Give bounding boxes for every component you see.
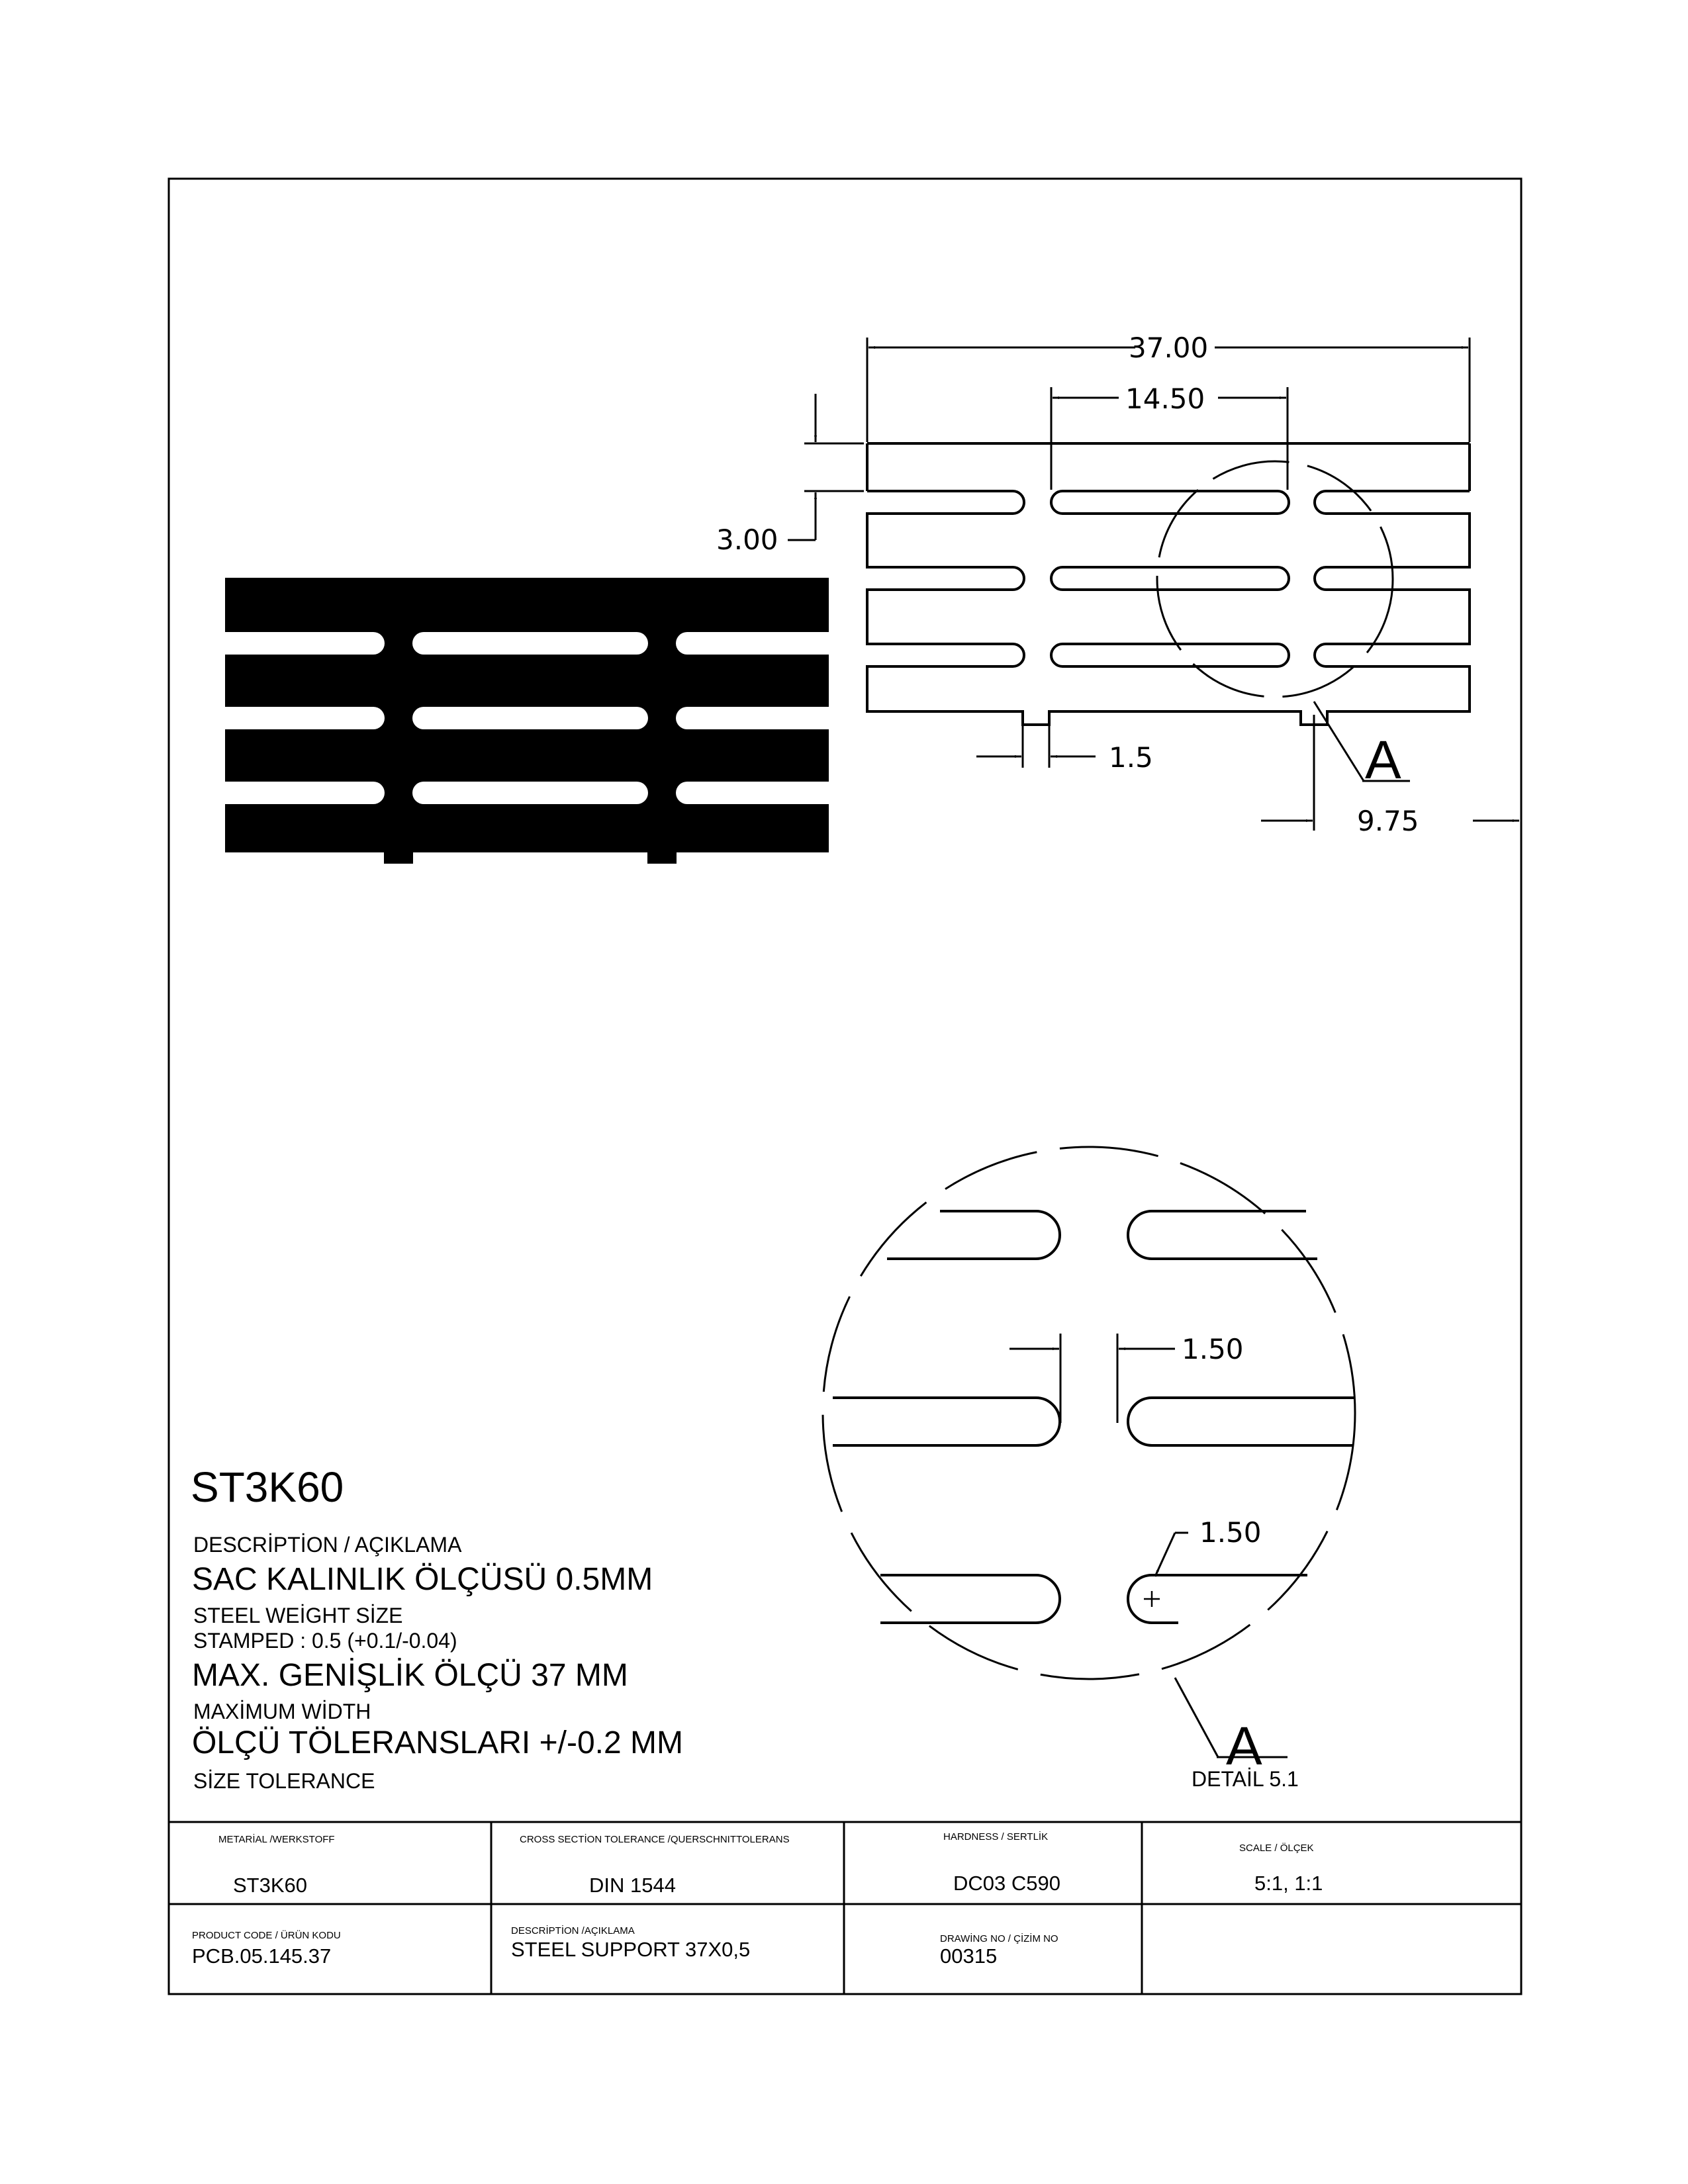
- dim-detail-gap: 1.50: [1182, 1333, 1244, 1365]
- product-code-label: PRODUCT CODE / ÜRÜN KODU: [192, 1930, 341, 1941]
- part-code: ST3K60: [191, 1463, 344, 1511]
- steel-weight-text: STEEL WEİGHT SİZE: [193, 1604, 403, 1627]
- description-heading: DESCRİPTİON / AÇIKLAMA: [193, 1533, 462, 1557]
- scale-value: 5:1, 1:1: [1254, 1872, 1323, 1895]
- title-block: [169, 1822, 1521, 1994]
- material-value: ST3K60: [233, 1874, 308, 1897]
- sheet-border: [169, 179, 1521, 1994]
- product-code-value: PCB.05.145.37: [192, 1944, 332, 1968]
- part-outline: [867, 443, 1470, 725]
- cross-section-label: CROSS SECTİON TOLERANCE /QUERSCHNITTOLERANS: [520, 1834, 790, 1845]
- dim-overall-width: 37.00: [1129, 332, 1209, 364]
- part-silhouette: [225, 578, 829, 864]
- tolerance-en-text: SİZE TOLERANCE: [193, 1769, 375, 1793]
- tolerance-text: ÖLÇÜ TÖLERANSLARI +/-0.2 MM: [192, 1725, 683, 1760]
- hardness-value: DC03 C590: [953, 1872, 1060, 1895]
- cross-section-value: DIN 1544: [589, 1874, 676, 1897]
- dim-strip-pitch: 3.00: [716, 523, 778, 556]
- drawing-no-value: 00315: [940, 1944, 998, 1968]
- detail-view-marker-a: A: [1226, 1716, 1262, 1776]
- dim-inner-width: 14.50: [1125, 383, 1205, 415]
- detail-view-label: DETAİL 5.1: [1192, 1767, 1299, 1791]
- description-value: STEEL SUPPORT 37X0,5: [511, 1938, 751, 1961]
- detail-leader: [1314, 702, 1364, 781]
- thickness-text: SAC KALINLIK ÖLÇÜSÜ 0.5MM: [192, 1562, 653, 1597]
- max-width-text: MAX. GENİŞLİK ÖLÇÜ 37 MM: [192, 1658, 628, 1693]
- hardness-label: HARDNESS / SERTLİK: [943, 1831, 1049, 1843]
- detail-view: [823, 1147, 1355, 1679]
- dim-edge-offset: 9.75: [1357, 805, 1419, 837]
- stamped-text: STAMPED : 0.5 (+0.1/-0.04): [193, 1629, 457, 1653]
- detail-marker-a: A: [1365, 730, 1401, 790]
- drawing-no-label: DRAWİNG NO / ÇİZİM NO: [940, 1933, 1058, 1944]
- description-label: DESCRİPTİON /AÇIKLAMA: [511, 1925, 635, 1936]
- scale-label: SCALE / ÖLÇEK: [1239, 1843, 1314, 1854]
- dim-gap: 1.5: [1109, 741, 1153, 774]
- max-width-en-text: MAXİMUM WİDTH: [193, 1700, 371, 1723]
- dim-detail-radius: 1.50: [1199, 1516, 1262, 1549]
- detail-circle-marker: [1157, 461, 1393, 697]
- material-label: METARİAL /WERKSTOFF: [218, 1834, 335, 1845]
